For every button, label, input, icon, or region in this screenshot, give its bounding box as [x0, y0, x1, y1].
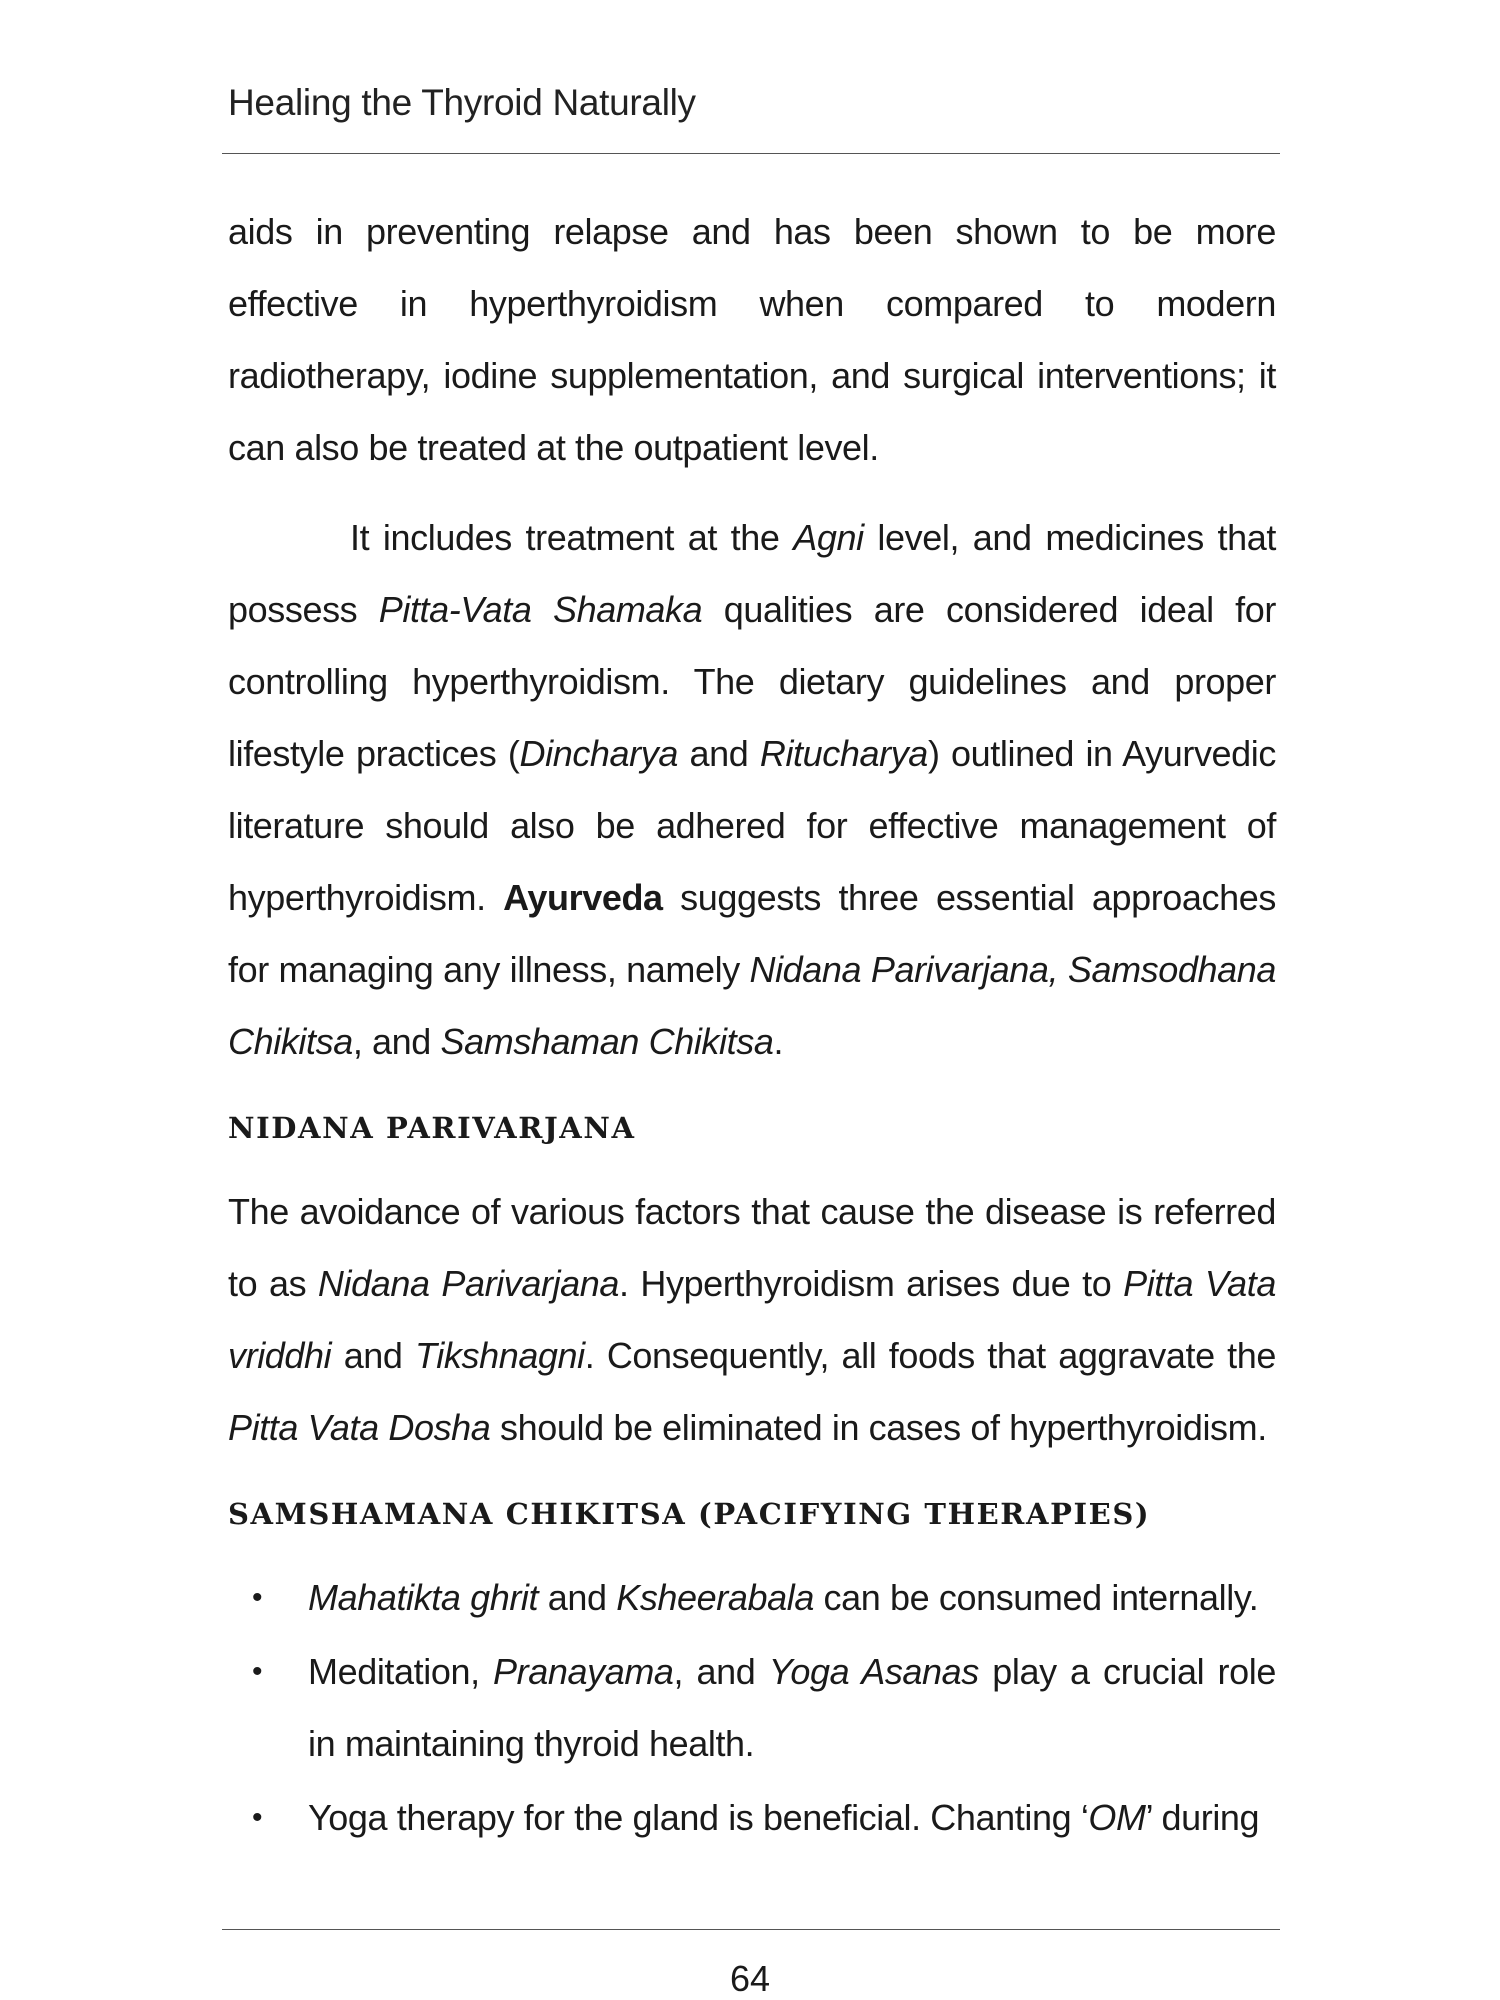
section-heading-samshamana: SAMSHAMANA CHIKITSA (PACIFYING THERAPIES) — [228, 1497, 1151, 1531]
section-heading-nidana: NIDANA PARIVARJANA — [228, 1111, 636, 1145]
footer-rule — [222, 1929, 1280, 1930]
list-item: • Mahatikta ghrit and Ksheerabala can be consumed internally. — [228, 1562, 1276, 1634]
bullet-icon: • — [252, 1581, 263, 1614]
header-rule — [222, 153, 1280, 154]
paragraph-continuation: aids in preventing relapse and has been shown to be more effective in hyperthyroidism when compared to modern radiotherapy, iodine supplementation, and surgical interventions; it can also be treated at the outpatient level. — [228, 211, 1276, 468]
paragraph-agni-treatment: It includes treatment at the Agni level, and medicines that possess Pitta-Vata Shamaka qualities are considered ideal for controlling hyperthyroidism. The dietary guidelines and proper lifestyle practices (Dincharya and Ritucharya) outlined in Ayurvedic literature should also be adhered for effective management of hyperthyroidism. Ayurveda suggests three essential approaches for managing any illness, namely Nidana Parivarjana, Samsodhana Chikitsa, and Samshaman Chikitsa. — [228, 517, 1276, 1062]
bullet-icon: • — [252, 1655, 263, 1688]
running-header: Healing the Thyroid Naturally — [228, 82, 696, 123]
therapy-list — [228, 1562, 1276, 1854]
list-item: • Meditation, Pranayama, and Yoga Asanas play a crucial role in maintaining thyroid health. — [228, 1636, 1276, 1780]
list-item: • Yoga therapy for the gland is beneficial. Chanting ‘OM’ during — [228, 1782, 1276, 1854]
page-body — [228, 196, 1276, 1856]
bullet-icon: • — [252, 1801, 263, 1834]
page-number: 64 — [729, 1958, 771, 1999]
paragraph-nidana: The avoidance of various factors that cause the disease is referred to as Nidana Parivarjana. Hyperthyroidism arises due to Pitta Vata vriddhi and Tikshnagni. Consequently, all foods that aggravate the Pitta Vata Dosha should be eliminated in cases of hyperthyroidism. — [228, 1191, 1276, 1448]
